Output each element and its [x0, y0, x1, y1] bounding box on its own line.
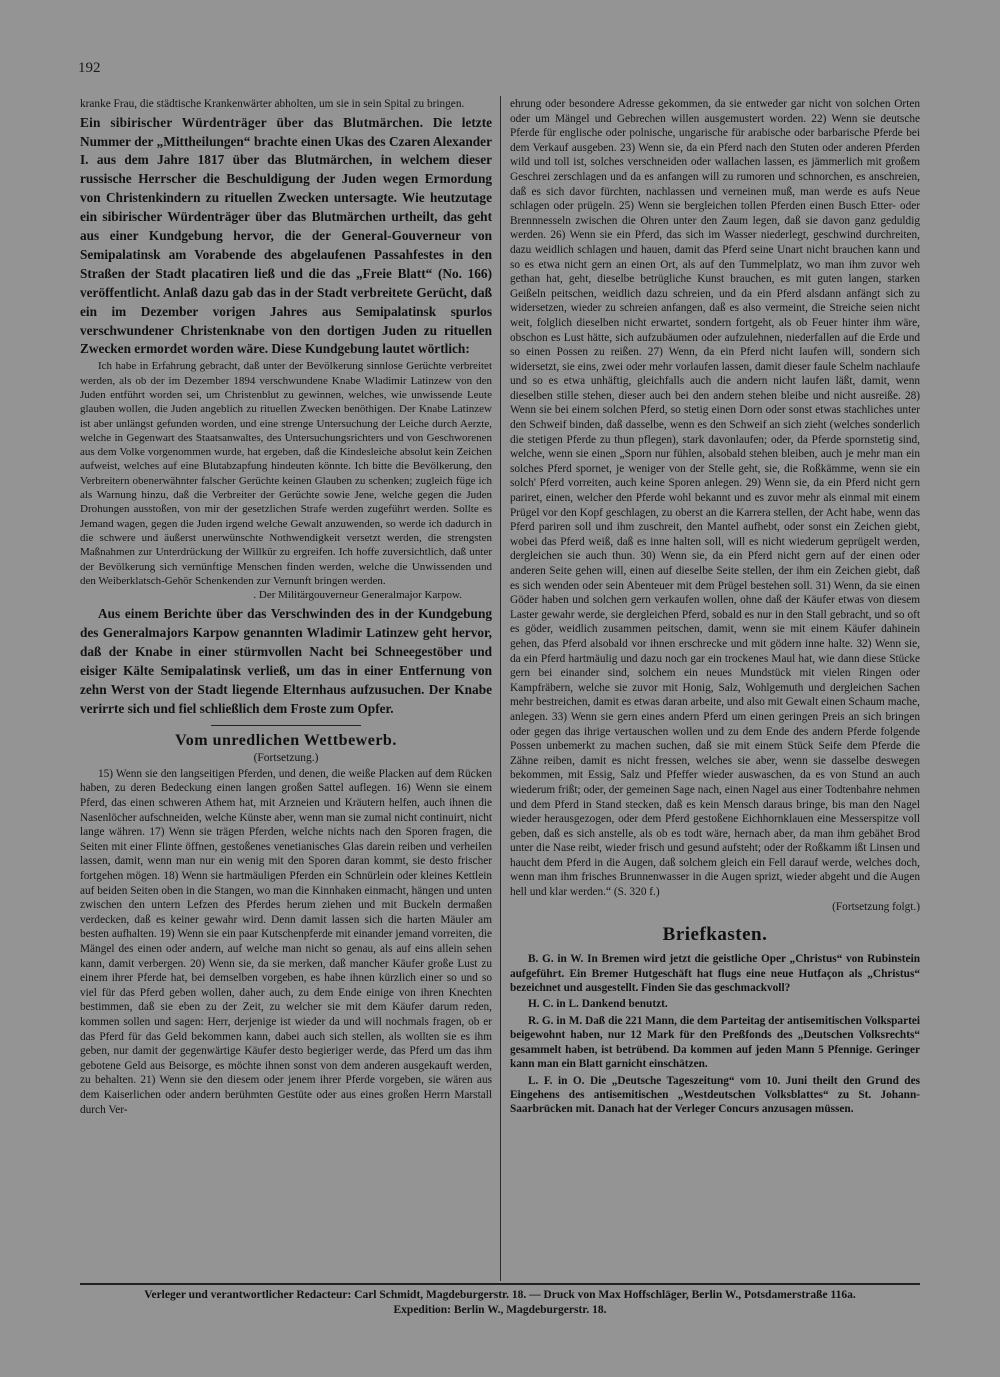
article-block [80, 114, 492, 360]
brief-text: Dankend benutzt. [581, 998, 668, 1011]
brief-recipient: L. F. in O. [528, 1074, 585, 1087]
imprint-footer [80, 1288, 920, 1318]
brief-recipient: R. G. in M. [528, 1014, 583, 1027]
briefkasten-title: Briefkasten. [662, 924, 768, 946]
brief-item [510, 1014, 920, 1072]
brief-item [510, 1074, 920, 1117]
quote-text: Ich habe in Erfahrung gebracht, daß unter der Bevölkerung sinnlose Gerüchte verbreitet werden, als ob der im Dezember 1894 verschwundene Knabe Wladimir Latinzew von den Juden entführt worden sei, um Christenblut zu gewinnen, welches, wie unwissende Leute glauben wollen, die Juden angeblich zu rituellen Zwecken benöthigen. Der Knabe Latinzew ist aber unlängst gefunden worden, und eine strenge Untersuchung der Leiche durch Aerzte, welche in Gegenwart des Staatsanwaltes, des Untersuchungsrichters und von Geschworenen aus dem Volke vorgenommen wurde, hat ergeben, daß die Kindesleiche absolut kein Zeichen aufweist, welches auf eine Blutabzapfung hindeuten könnte. Ich bitte die Bevölkerung, den Verbreitern obenerwähnter falscher Gerüchte keinen Glauben zu schenken; zugleich füge ich als Warnung hinzu, daß die Verbreiter der Gerüchte sowie Jene, welche gegen die Juden Drohungen ausstoßen, von mir der gesetzlichen Strafe werden zugeführt werden. Sollte es Jemand wagen, gegen die Juden irgend welche Gewalt anzuwenden, so werde ich dadurch in die schwere und äußerst unerwünschte Nothwendigkeit versetzt werden, die strengsten Maßnahmen zur Unterdrückung der Willkür zu ergreifen. Ich hoffe zuversichtlich, daß unter der Bevölkerung sich vernünftige Menschen finden werden, welche die Unwissenden und den Weiberklatsch-Gehör Schenkenden zur Vernunft bringen werden. [80, 360, 492, 587]
continued-body: ehrung oder besondere Adresse gekommen, da sie entweder gar nicht von solchen Orten oder um Mängel und Gebrechen willen ausgemustert worden. 22) Wenn sie deutsche Pferde für englische oder polnische, ungarische für arabische oder barbarische Pferde bei dem Verkauf ausgeben. 23) Wenn sie, da ein Pferd nach den Stuten oder anderen Pferden wild und toll ist, solches verschneiden oder wallachen lassen, es jämmerlich mit großem Geschrei zerschlagen und da es anfangen will zu rumoren und schnorchen, es anschreien, daß es sich davor fürchten, nachlassen und verneinen muß, man werde es aufs Neue schlagen oder prügeln. 25) Wenn sie bergleichen tollen Pferden einen Busch Etter- oder Brennnesseln zwischen die Ohren unter den Zaum legen, daß sie davon ganz geduldig werden. 26) Wenn sie ein Pferd, das sich im Wasser niederlegt, geschwind durchreiten, dazu weidlich schlagen und hauen, damit das Pferd seine Unart nicht brauchen kann und so es etwa nicht gern an einen Ort, als auf den Tummelplatz, wo man ihm zuvor weh gethan hat, geht, dieselbe betrügliche Kunst brauchen, es mit guten langen, starken Geißeln peitschen, weidlich dazu schreien, und da ein Pferd alsdann anfängt sich zu widersetzen, wieder zu schreien anfangen, daß es also vermeint, die Streiche seien nicht weit, folglich dieselben nicht erwartet, sondern fortgeht, als ob Feuer hinter ihm wäre, obschon es Lust hätte, sich aufzubäumen oder aufzulehnen, niederfallen auf die Erde und so einen Possen zu reißen. 27) Wenn, da ein Pferd nicht laufen will, sondern sich widersetzt, sie eins, zwei oder mehr vorlaufen lassen, damit dieser faule Schelm nachlaufe und so es etwa unhäftig, gleichfalls auch die andern nicht laufen läßt, damit, wenn dieselben stille stehen, dieser auch bei den andern stehen bleibe und nicht ausreiße. 28) Wenn sie bei einem solchen Pferd, so stetig einen Dorn oder sonst etwas stachliches unter den Schweif binden, daß dasselbe, wenn es den Schweif an sich zieht (welches sonderlich die stetigen Pferde zu thun pflegen), stark davonlaufen; oder, da Pferde spornstetig sind, welche, wenn sie einen „Sporn nur fühlen, alsobald stehen bleiben, auch je mehr man ein solches Pferd spornet, je weniger von der Stelle geht, sie, die Roßkämme, wenn sie ein solch' Pferd vorreiten, auch keine Sporen anlegen. 29) Wenn sie, da ein Pferd nicht gern pariret, einen, welcher den Pferde wohl bekannt und es zuvor mehr als einmal mit einem Prügel vor den Kopf geschlagen, zu oberst an die Karrera stellen, der Acht habe, wenn das Pferd pariren soll und ihm zuschreit, den Mantel aufhebt, oder sonst ein Zeichen giebt, wobei das Pferd weiß, daß es inne halten soll, will es nicht wiederum geprügelt werden, dergleichen sie auch thun. 30) Wenn sie, da ein Pferd nicht gern auf der einen oder anderen Seite gehen will, einen auf dieselbe Seite stellen, der ihm ein Zeichen giebt, daß es sich wenden oder sein Abenteuer mit dem Prügel bestehen soll. 31) Wenn, da sie einen Göder haben und solchen gern verkaufen wollen, ohne daß der Käufer etwas von diesem Laster gewahr werde, sie dergleichen Pferd, sobald es nur in den Stall gebracht, und so oft es göder, weidlich zusammen peitschen, damit, wenn sie mit einem Käufer dahinein gehen, das Pferd alsobald vor ihnen erschrecke und mit gödern inne halte. 32) Wenn sie, da ein Pferd hartmäulig und dazu noch gar ein trockenes Maul hat, wie dann diese Stücke gern bei einander sind, solchem ein neues Mundstück mit vielen Ringen oder Kampfräbern, welche sie zuvor mit Honig, Salz, Wohlgemuth und dergleichen Sachen mehr bestreichen, damit es etwas daran arbeite, und also mit Gewalt einen Schaum mache, anlegen. 33) Wenn sie gern eines andern Pferd um einen geringen Preis an sich bringen oder gegen das ihrige vertauschen wollen und zu dem Ende des andern Pferde folgende Possen unbemerkt zu machen suchen, daß sie mit einem Stück Seife dem Pferde die Zähne reiben, damit es nicht fressen, welches sie aber, wenn sie dasselbe deswegen bekommen, mit Essig, Salz und Pfeffer wieder auswaschen, da es von Stund an auch wiederum frißt; oder, der gemeinen Sage nach, einen Nagel aus einer Todtenbahre nehmen und dem Pferd in Stand stecken, daß es kein Mensch daraus bringe, bis man den Nagel wieder herausgezogen, oder dem Pferd gestoßene Eichhornklauen eine Messerspitze voll geben, daß es sich anstelle, als ob es todt wäre, hernach aber, da man ihm gebähet Brod unter die Nase reibt, wieder frisch und gesund aufsteht; oder der Roßkamm ißt Linsen und haucht dem Pferd in die Augen, daß solchem gleich ein Fell darauf werde, welches doch, wenn man ihm frisches Brunnenwasser in die Augen sprizt, wieder abgeht und die Augen hell und klar werden.“ (S. 320 f.) [510, 98, 920, 899]
brief-recipient: H. C. in L. [528, 998, 579, 1011]
signature: . Der Militärgouverneur Generalmajor Karpow. [253, 589, 462, 602]
continuation-note: (Fortsetzung folgt.) [832, 900, 920, 913]
footer-rule [80, 1283, 920, 1285]
article-title: Ein sibirischer Würdenträger über das Blutmärchen. [80, 114, 424, 130]
brief-item [510, 952, 920, 995]
article-body: Die letzte Nummer der „Mittheilungen“ brachte einen Ukas des Czaren Alexander I. aus dem Jahre 1817 über das Blutmärchen, in welchem dieser russische Herrscher die Beschuldigung der Juden wegen Ermordung von Christenkindern zu rituellen Zwecken untersagte. Wie heutzutage ein sibirischer Würdenträger über das Blutmärchen urtheilt, das geht aus einer Kundgebung hervor, die der General-Gouverneur von Semipalatinsk am Vorabende des abgelaufenen Passahfestes in den Straßen der Stadt placatiren ließ und die das „Freie Blatt“ (No. 166) veröffentlicht. Anlaß dazu gab das in der Stadt verbreitete Gerücht, daß ein im Dezember vorigen Jahres aus Semipalatinsk spurlos verschwundener Christenknabe von den dortigen Juden zu rituellen Zwecken ermordet worden wäre. Diese Kundgebung lautet wörtlich: [80, 114, 493, 357]
brief-recipient: B. G. in W. [528, 953, 584, 966]
section-body: 15) Wenn sie den langseitigen Pferden, und denen, die weiße Placken auf dem Rücken haben, zu deren Bedeckung einen langen großen Sattel auflegen. 16) Wenn sie einem Pferd, das einen schweren Athem hat, mit Arzneien und Kräutern helfen, auch ihnen die Nasenlöcher aufschneiden, welche Künste aber, wenn man sie zumal nicht continuirt, nicht lange währen. 17) Wenn sie trägen Pferden, welche nichts nach den Sporen fragen, die Seiten mit einer Flinte öffnen, gestoßenes venetianisches Glas darein reiben und verheilen lassen, damit, wenn man nur ein wenig mit den Sporen daran kommt, sie desto frischer fortgehen mögen. 18) Wenn sie hartmäuligen Pferden ein Schnürlein oder kleines Kettlein auf beiden Seiten oben in die Stangen, wo man die Kinnhaken einmacht, hängen und unten zwischen den untern Lefzen des Pferdes herum ziehen und mit Buckeln dermaßen verdecken, daß es keiner gewahr wird. Denn damit lassen sich die harten Mäuler am besten aufhalten. 19) Wenn sie ein paar Kutschenpferde mit einander jemand vorreiten, die Mängel des einen oder andern, auf welche man nicht so genau, als auf eins allein sehen kann, damit verbergen. 20) Wenn sie, da sie merken, daß mancher Käufer große Lust zu einem ihrer Pferde hat, bei demselben vorgeben, es habe ihnen kürzlich einer so und so viel für das Pferd geben wollen, daher auch, zu dem Ende einige von ihren Knechten bestimmen, daß sie eben zu der Zeit, zu welcher sie mit dem Käufer darum reden, kommen sollen und sagen: Herr, derjenige ist wieder da und will nochmals fragen, ob er das Pferd für das Geld bekommen kann, dabei auch sich stellen, als wollten sie es ihm geben, nur damit der gegenwärtige Käufer desto begieriger werde, das Pferd um das ihm gebotene Geld aus Beisorge, es möchte ihnen sonst von dem anderen ausgekauft werden, zu behalten. 21) Wenn sie den diesem oder jenem ihrer Pferde vorgeben, sie wären aus dem Kaiserlichen oder andern berühmten Gestüte oder aus eines großen Herrn Marstall durch Ver- [80, 767, 492, 1116]
section-title: Vom unredlichen Wettbewerb. [175, 731, 397, 749]
brief-text: In Bremen wird jetzt die geistliche Oper „Christus“ von Rubinstein aufgeführt. Ein Bremer Hutgeschäft hat flugs eine neue Hutfaçon als „Christus“ bezeichnet und ausgestellt. Finden Sie das geschmackvoll? [510, 953, 920, 995]
section-subtitle: (Fortsetzung.) [253, 751, 319, 764]
brief-item [510, 997, 920, 1011]
right-column [510, 97, 920, 1119]
page-number: 192 [78, 60, 101, 76]
imprint-line-2: Expedition: Berlin W., Magdeburgerstr. 18. [393, 1304, 607, 1316]
intro-text: kranke Frau, die städtische Krankenwärter abholten, um sie in sein Spital zu bringen. [80, 98, 465, 110]
imprint-line-1: Verleger und verantwortlicher Redacteur: Carl Schmidt, Magdeburgerstr. 18. — Druck von Max Hoffschläger, Berlin W., Potsdamerstraße 116a. [144, 1289, 856, 1301]
brief-text: Daß die 221 Mann, die dem Parteitag der antisemitischen Volkspartei beigewohnt haben, nur 12 Mark für den Preßfonds des „Deutschen Volksrechts“ gesammelt haben, ist betrübend. Da kommen auf jeden Mann 5 Pfennige. Geringer kann man ein Blatt garnicht einschätzen. [510, 1014, 920, 1071]
section-divider [211, 725, 361, 726]
continuation-note-line [510, 900, 920, 915]
left-column [80, 97, 492, 1117]
column-rule [500, 96, 501, 1281]
conclusion-text: Aus einem Berichte über das Verschwinden des in der Kundgebung des Generalmajors Karpow genannten Wladimir Latinzew geht hervor, daß der Knabe in einer stürmvollen Nacht bei Schneegestöber und eisiger Kälte Semipalatinsk verließ, um das in einer Entfernung von zehn Werst von der Stadt liegende Elternhaus aufzusuchen. Der Knabe verirrte sich und fiel schließlich dem Froste zum Opfer. [80, 606, 492, 716]
brief-text: Die „Deutsche Tageszeitung“ vom 10. Juni theilt den Grund des Eingehens des antisemitischen „Westdeutschen Volksblattes“ zu St. Johann-Saarbrücken mit. Danach hat der Verleger Concurs anzusagen müssen. [510, 1074, 921, 1116]
